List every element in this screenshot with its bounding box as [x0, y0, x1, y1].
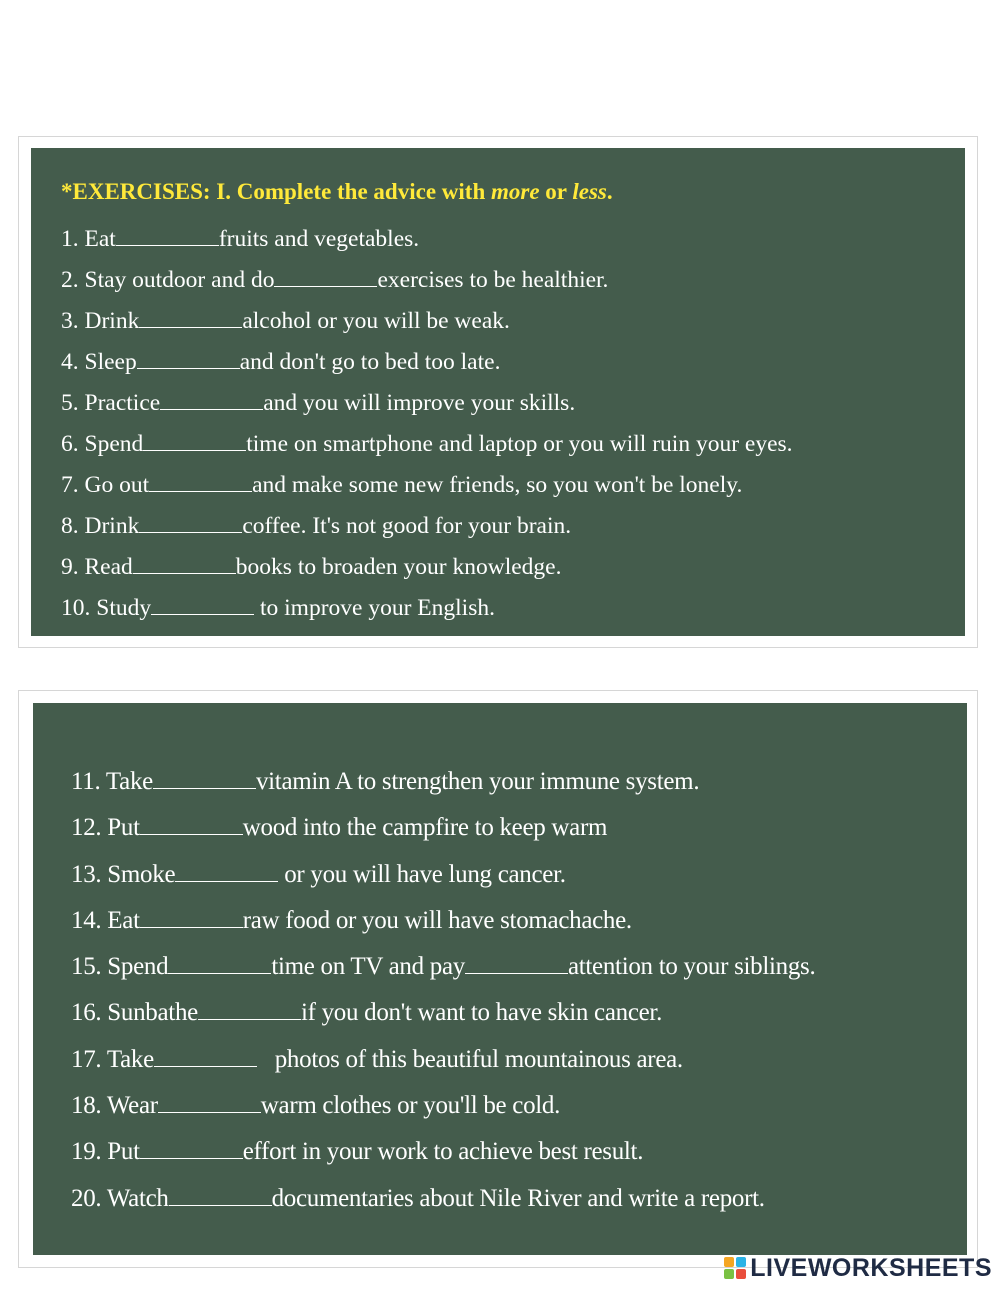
item-prompt: 3. Drink	[61, 308, 140, 334]
item-continuation: vitamin A to strengthen your immune system.	[255, 768, 700, 795]
answer-blank[interactable]	[153, 766, 256, 789]
liveworksheets-logo	[724, 1253, 992, 1283]
exercise-list-2	[71, 759, 967, 1222]
answer-blank[interactable]	[140, 812, 243, 835]
exercise-item	[61, 465, 965, 506]
exercise-item	[71, 1083, 967, 1129]
item-prompt: 20. Watch	[71, 1184, 169, 1212]
answer-blank[interactable]	[137, 346, 240, 369]
exercise-title: *EXERCISES: I. Complete the advice with more or less.	[61, 179, 613, 204]
exercise-item	[61, 506, 965, 547]
item-prompt: 2. Stay outdoor and do	[61, 267, 275, 293]
item-continuation: effort in your work to achieve best result.	[242, 1138, 644, 1166]
exercise-panel-1	[18, 136, 978, 648]
item-prompt: 1. Eat	[61, 226, 116, 252]
exercise-item	[61, 383, 965, 424]
answer-blank[interactable]	[175, 859, 278, 882]
answer-blank[interactable]	[168, 951, 271, 974]
item-continuation: attention to your siblings.	[567, 953, 816, 981]
item-continuation: wood into the campfire to keep warm	[242, 814, 608, 842]
exercise-item	[71, 1129, 967, 1175]
exercise-item	[61, 301, 965, 342]
item-prompt: 8. Drink	[61, 513, 140, 539]
exercise-item	[61, 547, 965, 588]
answer-blank[interactable]	[116, 223, 219, 246]
exercise-list-1	[61, 219, 965, 629]
exercise-item	[71, 759, 967, 805]
answer-blank[interactable]	[139, 510, 242, 533]
item-continuation: coffee. It's not good for your brain.	[242, 513, 572, 539]
exercise-item	[71, 1176, 967, 1222]
item-continuation: alcohol or you will be weak.	[242, 308, 510, 334]
answer-blank[interactable]	[143, 428, 246, 451]
logo-mark-icon	[724, 1257, 746, 1279]
item-prompt: 13. Smoke	[71, 860, 176, 888]
item-continuation: and make some new friends, so you won't be lonely.	[252, 472, 743, 498]
item-continuation: documentaries about Nile River and write a report.	[271, 1184, 765, 1212]
exercise-item	[71, 944, 967, 990]
exercise-item	[61, 588, 965, 629]
item-continuation: fruits and vegetables.	[218, 226, 420, 252]
exercise-item	[71, 1037, 967, 1083]
exercise-item	[71, 990, 967, 1036]
answer-blank[interactable]	[133, 551, 236, 574]
exercise-panel-2	[18, 690, 978, 1268]
exercise-item	[71, 852, 967, 898]
exercise-item	[61, 260, 965, 301]
item-continuation: exercises to be healthier.	[377, 267, 609, 293]
item-continuation: if you don't want to have skin cancer.	[300, 999, 663, 1027]
item-prompt: 14. Eat	[71, 906, 140, 934]
answer-blank[interactable]	[139, 305, 242, 328]
exercise-item	[71, 805, 967, 851]
item-continuation: and you will improve your skills.	[263, 390, 576, 416]
item-prompt: 5. Practice	[61, 390, 161, 416]
item-continuation: warm clothes or you'll be cold.	[260, 1092, 561, 1120]
exercise-item	[61, 424, 965, 465]
item-continuation: time on TV and pay	[271, 953, 465, 981]
logo-text: LIVEWORKSHEETS	[750, 1253, 992, 1282]
item-continuation: and don't go to bed too late.	[239, 349, 501, 375]
item-prompt: 12. Put	[71, 814, 140, 842]
answer-blank[interactable]	[158, 1090, 261, 1113]
item-continuation: books to broaden your knowledge.	[235, 554, 562, 580]
item-continuation: photos of this beautiful mountainous area.	[256, 1045, 683, 1073]
item-prompt: 6. Spend	[61, 431, 144, 457]
answer-blank[interactable]	[169, 1183, 272, 1206]
item-prompt: 10. Study	[61, 595, 152, 621]
answer-blank[interactable]	[140, 1136, 243, 1159]
item-prompt: 19. Put	[71, 1138, 140, 1166]
exercise-item	[71, 898, 967, 944]
item-prompt: 7. Go out	[61, 472, 150, 498]
item-continuation: or you will have lung cancer.	[278, 860, 566, 888]
item-continuation: to improve your English.	[254, 595, 495, 621]
answer-blank[interactable]	[149, 469, 252, 492]
answer-blank[interactable]	[151, 592, 254, 615]
item-continuation: raw food or you will have stomachache.	[242, 906, 632, 934]
answer-blank[interactable]	[140, 905, 243, 928]
item-prompt: 4. Sleep	[61, 349, 137, 375]
item-prompt: 16. Sunbathe	[71, 999, 198, 1027]
answer-blank[interactable]	[198, 997, 301, 1020]
exercise-item	[61, 219, 965, 260]
answer-blank[interactable]	[465, 951, 568, 974]
item-prompt: 9. Read	[61, 554, 133, 580]
answer-blank[interactable]	[274, 264, 377, 287]
exercise-item	[61, 342, 965, 383]
item-prompt: 17. Take	[71, 1045, 154, 1073]
item-prompt: 15. Spend	[71, 953, 169, 981]
answer-blank[interactable]	[160, 387, 263, 410]
item-continuation: time on smartphone and laptop or you will ruin your eyes.	[246, 431, 793, 457]
answer-blank[interactable]	[154, 1044, 257, 1067]
chalkboard-2	[33, 703, 967, 1255]
item-prompt: 11. Take	[71, 768, 153, 795]
chalkboard-1	[31, 148, 965, 636]
item-prompt: 18. Wear	[71, 1092, 158, 1120]
